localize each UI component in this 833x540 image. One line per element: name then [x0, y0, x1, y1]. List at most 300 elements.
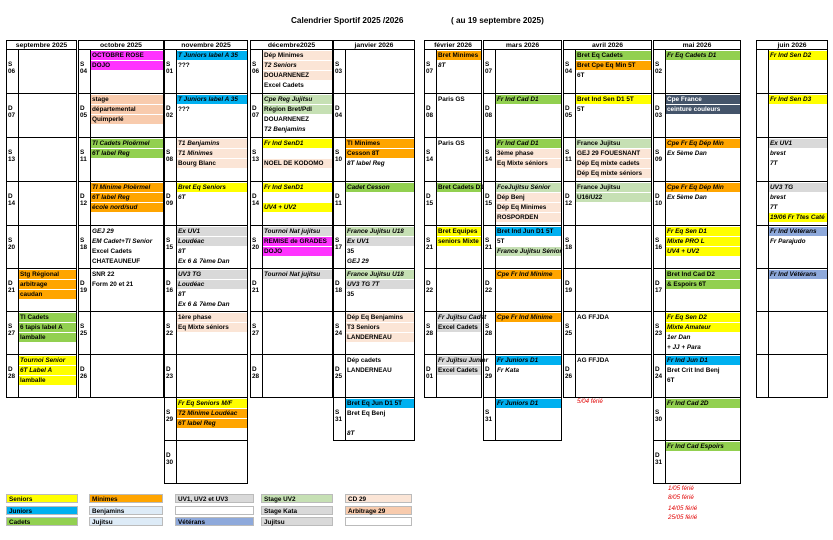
event-label[interactable]: Bret Cadets D1 — [438, 184, 484, 191]
event-label[interactable]: Fr Parajudo — [769, 237, 827, 246]
event-label[interactable]: Fr Ind SenD1 — [263, 139, 332, 148]
event-label[interactable]: Bourg Blanc — [177, 159, 247, 168]
event-label[interactable]: Paris GS — [437, 95, 481, 104]
event-label[interactable]: ??? — [177, 105, 247, 114]
event-label[interactable]: Bret Eq Jun D1 5T — [346, 399, 414, 408]
event-label[interactable]: Fr Eq Cadets D1 — [666, 51, 740, 60]
day-label: D 30 — [166, 452, 174, 467]
event-label[interactable]: Loudéac — [177, 280, 247, 289]
day-label: S 14 — [426, 149, 434, 164]
event-label[interactable]: UV3 TG — [769, 183, 827, 192]
day-col-divider — [18, 49, 19, 398]
event-label[interactable]: 5T — [576, 105, 651, 114]
event-label[interactable]: France Jujitsu — [576, 139, 651, 148]
row-divider — [6, 93, 77, 94]
day-label: D 14 — [8, 193, 16, 208]
event-label[interactable]: T Juniors label A 35 — [177, 95, 247, 104]
row-divider — [756, 354, 828, 355]
legend-item: Cadets — [6, 517, 78, 526]
event-label[interactable]: 6T — [666, 376, 740, 385]
day-label: S 25 — [565, 323, 573, 338]
day-label: D 08 — [426, 105, 434, 120]
day-label: S 03 — [335, 61, 343, 76]
row-divider — [424, 93, 482, 94]
day-label: D 16 — [166, 280, 174, 295]
row-divider — [6, 137, 77, 138]
event-label[interactable]: Eq Mixte séniors — [177, 323, 247, 332]
row-divider — [6, 354, 77, 355]
day-label: D 07 — [8, 105, 16, 120]
event-label[interactable]: GEJ 29 FOUESNANT — [576, 149, 651, 158]
event-label[interactable]: Tournoi Nat jujitsu — [263, 227, 332, 236]
month-header: février 2026 — [424, 40, 482, 49]
day-label: S 25 — [80, 323, 88, 338]
day-label: D 23 — [166, 366, 174, 381]
event-label[interactable]: GEJ 29 — [91, 227, 163, 236]
event-label[interactable]: 8T label Reg — [346, 159, 414, 168]
event-label[interactable]: T2 Minime Loudéac — [177, 409, 247, 418]
day-label: D 12 — [80, 193, 88, 208]
event-label[interactable]: Bret Ind Cad D2 — [666, 270, 740, 279]
day-label: D 21 — [252, 280, 260, 295]
day-label: S 21 — [426, 237, 434, 252]
day-label: S 11 — [80, 149, 87, 164]
event-label[interactable]: 7T — [769, 203, 827, 212]
day-label: D 24 — [655, 366, 663, 381]
row-divider — [756, 181, 828, 182]
event-label[interactable]: AG FFJDA — [576, 356, 651, 365]
day-label: D 21 — [8, 280, 16, 295]
row-divider — [424, 181, 482, 182]
legend-item: Stage Kata — [261, 506, 333, 515]
event-label[interactable]: Fr Ind Cad D1 — [496, 139, 561, 148]
day-label: S 07 — [485, 61, 493, 76]
event-label[interactable]: Excel Cadets — [263, 81, 332, 90]
day-label: S 13 — [252, 149, 260, 164]
event-label[interactable]: Ex 5ème Dan — [666, 149, 740, 158]
ferie-note: 8/05 férié — [668, 494, 694, 501]
event-label[interactable]: DOUARNENEZ — [263, 71, 332, 80]
event-label[interactable]: Fr Jujitsu Junior — [438, 357, 489, 364]
event-label[interactable]: Cpe Fr Ind Minime — [496, 270, 561, 279]
event-label[interactable]: 7T — [769, 159, 827, 168]
day-label: S 30 — [655, 409, 663, 424]
row-divider — [424, 268, 482, 269]
event-label[interactable]: France Jujitsu — [576, 183, 651, 192]
event-label[interactable]: 6T Label A — [19, 366, 76, 375]
event-label[interactable]: Form 20 et 21 — [91, 280, 163, 289]
event-label[interactable]: Cpe Fr Eq Dép Min — [666, 183, 740, 192]
event-label[interactable]: LANDERNEAU — [346, 366, 414, 375]
row-divider — [563, 268, 652, 269]
event-label[interactable]: 6 tapis label A — [19, 323, 76, 332]
row-divider — [653, 181, 741, 182]
event-label[interactable]: Excel Cadets — [91, 247, 163, 256]
event-label[interactable]: Ex 5ème Dan — [666, 193, 740, 202]
day-label: D 22 — [485, 280, 493, 295]
row-divider — [6, 268, 77, 269]
legend-item: Stage UV2 — [261, 494, 333, 503]
legend-item: Minimes — [89, 494, 163, 503]
ferie-note: 1/05 férié — [668, 485, 694, 492]
event-label[interactable]: France Jujitsu Sénior — [497, 248, 562, 255]
event-label[interactable]: 3ème phase — [496, 149, 561, 158]
day-label: D 14 — [252, 193, 260, 208]
page-subtitle: ( au 19 septembre 2025) — [451, 16, 544, 25]
event-label[interactable]: DOJO — [263, 247, 332, 256]
legend-item: CD 29 — [345, 494, 412, 503]
day-label: S 17 — [335, 237, 343, 252]
day-label: S 01 — [166, 61, 174, 76]
event-label[interactable]: Dép cadets — [346, 356, 414, 365]
day-label: D 19 — [80, 280, 88, 295]
ferie-note: 5/04 férié — [577, 398, 603, 405]
day-label: D 12 — [565, 193, 573, 208]
event-label[interactable]: FceJujitsu Sénior — [496, 183, 561, 192]
day-label: S 20 — [8, 237, 16, 252]
event-label[interactable]: Bret Crit Ind Benj — [666, 366, 740, 375]
day-label: S 27 — [8, 323, 16, 338]
event-label[interactable]: Mixte Amateur — [666, 323, 740, 332]
event-label[interactable]: France Jujitsu U18 — [346, 227, 414, 236]
ferie-note: 14/05 férié — [668, 505, 698, 512]
event-label[interactable]: brest — [769, 193, 827, 202]
legend-item: Juniors — [6, 506, 78, 515]
event-label[interactable] — [263, 193, 332, 202]
day-label: D 03 — [655, 105, 663, 120]
row-divider — [424, 137, 482, 138]
event-label[interactable]: Dép Eq mixte cadets — [576, 159, 651, 168]
row-divider — [756, 311, 828, 312]
day-label: S 11 — [565, 149, 572, 164]
event-label[interactable]: Région Bret/Pdl — [263, 105, 332, 114]
event-label[interactable]: 6T — [177, 193, 247, 202]
event-label[interactable]: caudan — [19, 290, 76, 299]
day-label: D 01 — [426, 366, 434, 381]
event-label[interactable]: départemental — [91, 105, 163, 114]
day-label: S 14 — [485, 149, 493, 164]
row-divider — [563, 181, 652, 182]
event-label[interactable]: Bret Ind Sen D1 5T — [576, 95, 651, 104]
event-label[interactable]: 35 — [346, 247, 414, 256]
event-label[interactable]: Dép Minimes — [263, 51, 332, 60]
event-label[interactable]: Bret Eq Seniors — [177, 183, 247, 192]
event-label[interactable]: UV4 + UV2 — [666, 247, 740, 256]
event-label[interactable]: 35 — [346, 290, 414, 299]
day-label: D 29 — [485, 366, 493, 381]
day-label: S 07 — [426, 61, 434, 76]
event-label[interactable]: 8T — [177, 290, 247, 299]
event-label[interactable]: Fr Eq Sen D2 — [666, 313, 740, 322]
day-label: S 10 — [335, 149, 343, 164]
event-label[interactable]: Fr Ind Vétérans — [769, 270, 827, 279]
event-label[interactable]: Dép Eq Minimes — [496, 203, 561, 212]
event-label[interactable]: ceinture couleurs — [666, 105, 740, 114]
event-label[interactable]: T3 Seniors — [346, 323, 414, 332]
day-label: S 28 — [426, 323, 434, 338]
day-label: D 09 — [166, 193, 174, 208]
event-label[interactable]: EM Cadet+Tl Senior — [91, 237, 163, 246]
event-label[interactable]: UV3 TG — [177, 270, 247, 279]
event-label[interactable]: ??? — [177, 61, 247, 70]
event-label[interactable]: T1 Minimes — [177, 149, 247, 158]
month-header: juin 2026 — [756, 40, 828, 49]
event-label[interactable]: Stg Régional — [19, 270, 76, 279]
event-label[interactable]: AG FFJDA — [576, 313, 651, 322]
event-label[interactable]: Fr Ind Vétérans — [769, 227, 827, 236]
event-label[interactable]: ROSPORDEN — [496, 213, 561, 222]
event-label[interactable]: Quimperlé — [91, 115, 163, 124]
event-label[interactable]: brest — [769, 149, 827, 158]
event-label[interactable]: CHATEAUNEUF — [91, 257, 163, 266]
page-title: Calendrier Sportif 2025 /2026 — [291, 16, 404, 25]
day-label: S 04 — [565, 61, 573, 76]
row-divider — [653, 93, 741, 94]
event-label[interactable]: Fr Ind Cad D1 — [496, 95, 561, 104]
event-label[interactable]: SNR 22 — [91, 270, 163, 279]
event-label[interactable]: Ex UV1 — [769, 139, 827, 148]
row-divider — [6, 311, 77, 312]
day-label: S 16 — [655, 237, 663, 252]
month-header: mars 2026 — [483, 40, 562, 49]
event-label[interactable]: NOEL DE KODOMO — [263, 159, 332, 168]
event-label[interactable]: 1ère phase — [177, 313, 247, 322]
event-label[interactable]: Ex 6 & 7ème Dan — [177, 300, 247, 309]
day-label: D 18 — [335, 280, 343, 295]
day-label: D 15 — [426, 193, 434, 208]
month-block — [6, 49, 77, 398]
event-label[interactable]: 8T — [346, 429, 414, 438]
event-label[interactable]: UV4 + UV2 — [263, 203, 332, 212]
event-label[interactable]: Bret Minimes — [437, 51, 481, 60]
day-label: D 25 — [335, 366, 343, 381]
day-label: D 10 — [655, 193, 663, 208]
day-label: S 28 — [485, 323, 493, 338]
day-label: S 31 — [335, 409, 343, 424]
event-label[interactable]: Fr Kata — [496, 366, 561, 375]
month-header: janvier 2026 — [333, 40, 415, 49]
month-header: septembre 2025 — [6, 40, 77, 49]
row-divider — [424, 225, 482, 226]
month-header: avril 2026 — [563, 40, 652, 49]
month-header: décembre2025 — [250, 40, 333, 49]
event-label[interactable]: UV3 TG 7T — [346, 280, 414, 289]
legend-item: Jujitsu — [89, 517, 163, 526]
event-label[interactable]: Ex UV1 — [177, 227, 247, 236]
row-divider — [563, 225, 652, 226]
event-label[interactable]: GEJ 29 — [346, 257, 414, 266]
day-label: S 23 — [655, 323, 663, 338]
day-label: S 22 — [166, 323, 174, 338]
event-label[interactable]: Cesson 8T — [346, 149, 414, 158]
legend-item: Benjamins — [89, 506, 163, 515]
day-label: S 20 — [252, 237, 260, 252]
event-label[interactable] — [346, 419, 414, 428]
event-label[interactable]: 6T — [576, 71, 651, 80]
day-label: D 26 — [565, 366, 573, 381]
event-label[interactable]: 1er Dan — [666, 333, 740, 342]
day-label: D 28 — [252, 366, 260, 381]
event-label[interactable]: Tl Cadets Ploërmel — [91, 139, 163, 148]
event-label[interactable]: T1 Benjamins — [177, 139, 247, 148]
event-label[interactable]: Tournoi Nat jujitsu — [263, 270, 332, 279]
event-label[interactable]: T2 Seniors — [263, 61, 332, 70]
day-label: S 06 — [252, 61, 260, 76]
event-label[interactable]: Cpe Fr Ind Minime — [496, 313, 561, 322]
legend-item: Arbitrage 29 — [345, 506, 412, 515]
legend-item: UV1, UV2 et UV3 — [175, 494, 254, 503]
row-divider — [563, 311, 652, 312]
row-divider — [653, 311, 741, 312]
row-divider — [424, 311, 482, 312]
event-label[interactable]: Bret Eq Cadets — [576, 51, 651, 60]
event-label[interactable]: lamballe — [19, 333, 76, 342]
day-label: S 13 — [8, 149, 16, 164]
event-label[interactable]: lamballe — [19, 376, 76, 385]
event-label[interactable]: Tl Cadets — [19, 313, 76, 322]
event-label[interactable]: 8T — [177, 247, 247, 256]
event-label[interactable]: Tl Minimes — [346, 139, 414, 148]
event-label[interactable]: Dép Eq mixte séniors — [576, 169, 651, 178]
event-label[interactable]: DOJO — [91, 61, 163, 70]
event-label[interactable]: Mixte PRO L — [666, 237, 740, 246]
row-divider — [756, 93, 828, 94]
event-label[interactable]: LANDERNEAU — [346, 333, 414, 342]
row-divider — [653, 354, 741, 355]
row-divider — [424, 354, 482, 355]
event-label[interactable]: Bret Ind Jun D1 5T — [496, 227, 561, 236]
event-label[interactable]: Paris GS — [437, 139, 481, 148]
day-label: D 02 — [166, 105, 174, 120]
row-divider — [563, 137, 652, 138]
day-label: D 15 — [485, 193, 493, 208]
event-label[interactable]: Fr Eq Seniors M/F — [177, 399, 247, 408]
day-label: D 04 — [335, 105, 343, 120]
day-label: D 07 — [252, 105, 260, 120]
event-label[interactable]: Fr Ind SenD1 — [263, 183, 332, 192]
event-label[interactable]: Ex 6 & 7ème Dan — [177, 257, 247, 266]
event-label[interactable]: T2 Benjamins — [263, 125, 332, 134]
event-label[interactable]: Cpe Reg Jujitsu — [263, 95, 332, 104]
event-label[interactable]: Bret Cpe Eq Min 5T — [576, 61, 651, 70]
event-label[interactable]: OCTOBRE ROSE — [91, 51, 163, 60]
event-label[interactable]: T Juniors label A 35 — [177, 51, 247, 60]
event-label[interactable]: France Jujitsu U18 — [346, 270, 414, 279]
event-label[interactable]: Eq Mixte séniors — [496, 159, 561, 168]
row-divider — [563, 354, 652, 355]
day-label: D 31 — [655, 452, 663, 467]
month-header: octobre 2025 — [78, 40, 164, 49]
event-label[interactable]: Cadet Cesson — [346, 183, 414, 192]
event-label[interactable]: Fr Ind Cad Espoirs — [666, 442, 740, 451]
event-label[interactable]: 19/06 Fr Ttes Caté — [769, 213, 827, 222]
day-label: D 11 — [335, 193, 342, 208]
row-divider — [653, 397, 741, 398]
event-label[interactable]: Fr Ind Sen D3 — [769, 95, 827, 104]
ferie-note: 25/05 férié — [668, 514, 698, 521]
event-label[interactable]: Tournoi Senior — [19, 356, 76, 365]
event-label[interactable]: Fr Juniors D1 — [496, 356, 561, 365]
event-label[interactable]: Ex UV1 — [346, 237, 414, 246]
event-label[interactable]: Excel Cadets — [437, 366, 481, 375]
event-label[interactable]: + JJ + Para — [666, 343, 740, 352]
day-label: S 08 — [166, 149, 174, 164]
event-label[interactable] — [263, 149, 332, 158]
day-label: S 29 — [166, 409, 174, 424]
event-label[interactable]: Tl Minime Ploërmel — [91, 183, 163, 192]
event-label[interactable]: Fr Eq Sen D1 — [666, 227, 740, 236]
event-label[interactable]: 6T label Reg — [177, 419, 247, 428]
day-label: D 22 — [426, 280, 434, 295]
day-label: S 02 — [655, 61, 663, 76]
day-label: S 15 — [166, 237, 174, 252]
event-label[interactable]: 6T label Reg — [91, 149, 163, 158]
legend-item — [175, 506, 254, 515]
event-label[interactable]: arbitrage — [19, 280, 76, 289]
event-label[interactable]: Dép Eq Benjamins — [346, 313, 414, 322]
event-label[interactable]: DOUARNENEZ — [263, 115, 332, 124]
legend-item: Seniors — [6, 494, 78, 503]
event-label[interactable]: 8T — [437, 61, 481, 70]
event-label[interactable]: Bret Equipes — [437, 227, 481, 236]
event-label[interactable]: Fr Jujitsu Cadet — [438, 314, 487, 321]
event-label[interactable]: stage — [91, 95, 163, 104]
day-label: D 26 — [80, 366, 88, 381]
row-divider — [653, 440, 741, 441]
row-divider — [653, 225, 741, 226]
event-label[interactable]: seniors Mixte — [437, 237, 481, 246]
row-divider — [653, 137, 741, 138]
day-label: S 24 — [335, 323, 343, 338]
event-label[interactable]: Loudéac — [177, 237, 247, 246]
event-label[interactable]: U16/U22 — [576, 193, 651, 202]
day-label: S 09 — [655, 149, 663, 164]
event-label[interactable]: Dép Benj — [496, 193, 561, 202]
row-divider — [756, 225, 828, 226]
row-divider — [756, 137, 828, 138]
legend-item: Vétérans — [175, 517, 254, 526]
event-label[interactable]: REMISE de GRADES — [263, 237, 332, 246]
event-label[interactable]: école nord/sud — [91, 203, 163, 212]
legend-item — [345, 517, 412, 526]
day-label: D 05 — [565, 105, 573, 120]
row-divider — [653, 268, 741, 269]
event-label[interactable]: Cpe Fr Eq Dép Min — [666, 139, 740, 148]
day-label: D 19 — [565, 280, 573, 295]
event-label[interactable]: 5T — [496, 237, 561, 246]
event-label[interactable]: Bret Eq Benj — [346, 409, 414, 418]
event-label[interactable]: Fr Ind Jun D1 — [666, 356, 740, 365]
day-label: D 05 — [80, 105, 88, 120]
day-label: S 27 — [252, 323, 260, 338]
row-divider — [563, 93, 652, 94]
row-divider — [6, 225, 77, 226]
day-label: S 21 — [485, 237, 493, 252]
day-label: D 17 — [655, 280, 663, 295]
event-label[interactable]: Fr Juniors D1 — [496, 399, 561, 408]
event-label[interactable]: Fr Ind Sen D2 — [769, 51, 827, 60]
month-header: mai 2026 — [653, 40, 741, 49]
event-label[interactable]: Excel Cadets — [437, 323, 481, 332]
day-label: D 08 — [485, 105, 493, 120]
day-label: D 28 — [8, 366, 16, 381]
day-label: S 06 — [8, 61, 16, 76]
row-divider — [6, 181, 77, 182]
event-label[interactable]: Fr Ind Cad 2D — [666, 399, 740, 408]
event-label[interactable]: 6T label Reg — [91, 193, 163, 202]
event-label[interactable]: Cpe France — [666, 95, 740, 104]
event-label[interactable]: & Espoirs 6T — [666, 280, 740, 289]
